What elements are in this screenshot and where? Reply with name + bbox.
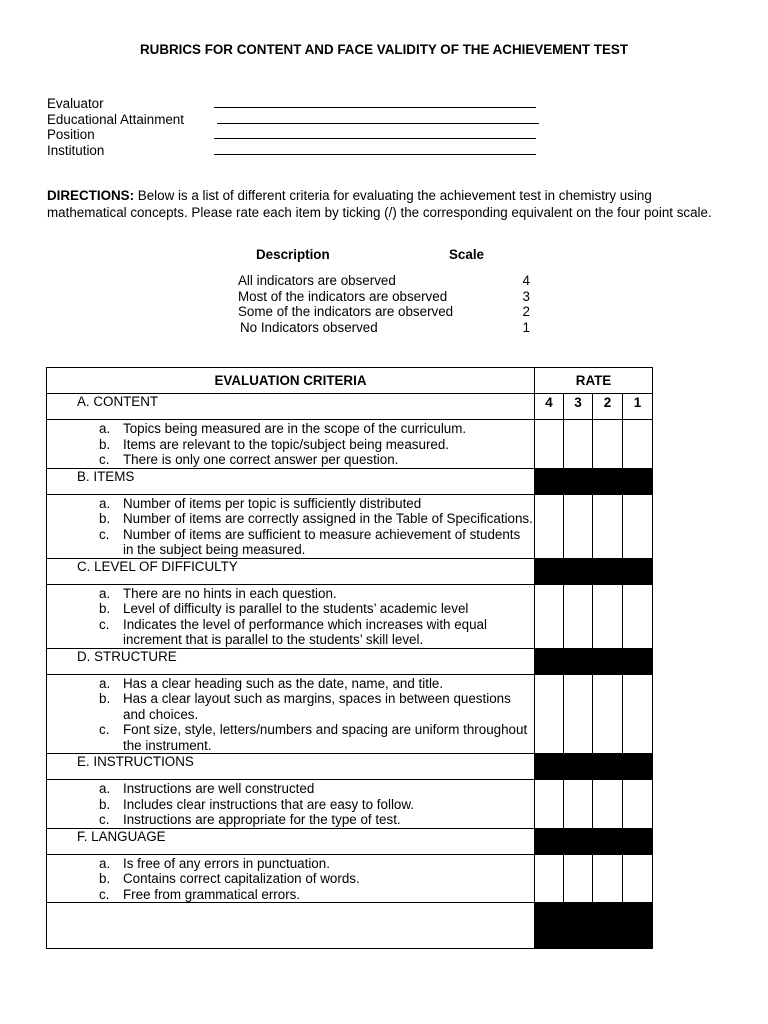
scale-row xyxy=(238,289,530,305)
criteria-items xyxy=(47,780,535,829)
position-label: Position xyxy=(47,127,95,142)
item-text: Topics being measured are in the scope of the curriculum. xyxy=(123,421,467,436)
criteria-item xyxy=(99,722,534,753)
rating-checkbox-cell[interactable] xyxy=(564,420,593,469)
scale-value: 1 xyxy=(522,320,530,335)
criteria-item xyxy=(99,691,534,722)
item-text: Number of items are sufficient to measure achievement of students in the subject being measured. xyxy=(123,526,521,557)
scale-value-header: Scale xyxy=(449,247,484,262)
rating-checkbox-cell[interactable] xyxy=(623,674,653,754)
rating-checkbox-cell[interactable] xyxy=(593,674,623,754)
criteria-item xyxy=(99,887,534,903)
item-text: Font size, style, letters/numbers and spacing are uniform throughout the instrument. xyxy=(123,722,528,753)
rate-column-header: 4 xyxy=(535,394,564,420)
item-text: Free from grammatical errors. xyxy=(123,886,301,902)
item-text: There is only one correct answer per question. xyxy=(123,452,399,467)
item-marker: b. xyxy=(99,436,111,452)
section-items-row xyxy=(47,584,653,648)
item-marker: a. xyxy=(99,675,111,691)
section-items-row xyxy=(47,780,653,829)
scale-value: 3 xyxy=(522,288,530,304)
criteria-item xyxy=(99,421,534,437)
criteria-items xyxy=(47,674,535,754)
item-text: Instructions are well constructed xyxy=(123,781,315,796)
shaded-rate-cell xyxy=(535,828,564,854)
shaded-rate-cell xyxy=(564,754,653,780)
criteria-items xyxy=(47,854,535,903)
educational-attainment-blank-line[interactable] xyxy=(217,123,539,124)
scale-value: 2 xyxy=(522,304,530,319)
scale-row xyxy=(240,320,530,336)
rating-checkbox-cell[interactable] xyxy=(564,780,593,829)
criteria-item xyxy=(99,511,534,527)
criteria-item xyxy=(99,781,534,797)
rating-checkbox-cell[interactable] xyxy=(564,854,593,903)
item-text: Has a clear layout such as margins, spaces in between questions and choices. xyxy=(123,691,511,722)
item-marker: c. xyxy=(99,812,110,827)
criteria-item xyxy=(99,871,534,887)
criteria-item xyxy=(99,586,534,602)
item-marker: b. xyxy=(99,796,111,812)
rating-checkbox-cell[interactable] xyxy=(623,420,653,469)
section-title: C. LEVEL OF DIFFICULTY xyxy=(47,558,535,584)
item-text: There are no hints in each question. xyxy=(123,585,337,601)
rating-checkbox-cell[interactable] xyxy=(535,420,564,469)
section-items-row xyxy=(47,674,653,754)
document-title: RUBRICS FOR CONTENT AND FACE VALIDITY OF THE ACHIEVEMENT TEST xyxy=(139,42,629,57)
rating-checkbox-cell[interactable] xyxy=(564,584,593,648)
institution-blank-line[interactable] xyxy=(214,154,536,155)
section-header-row xyxy=(47,754,653,780)
evaluator-label: Evaluator xyxy=(47,96,104,111)
table-header-row xyxy=(47,368,653,394)
scale-description-header: Description xyxy=(256,247,330,262)
rating-checkbox-cell[interactable] xyxy=(535,584,564,648)
criteria-item xyxy=(99,617,534,648)
rating-checkbox-cell[interactable] xyxy=(593,780,623,829)
item-marker: b. xyxy=(99,691,111,706)
shaded-rate-cell xyxy=(535,648,564,674)
shaded-rate-cell xyxy=(564,558,653,584)
rating-checkbox-cell[interactable] xyxy=(623,780,653,829)
scale-description: Most of the indicators are observed xyxy=(238,288,448,304)
criteria-item xyxy=(99,812,534,828)
rating-checkbox-cell[interactable] xyxy=(564,674,593,754)
criteria-item xyxy=(99,527,534,558)
scale-description: No Indicators observed xyxy=(240,320,378,335)
item-marker: b. xyxy=(99,601,111,616)
item-marker: a. xyxy=(99,855,111,871)
section-header-row xyxy=(47,648,653,674)
section-header-row xyxy=(47,558,653,584)
item-marker: c. xyxy=(99,526,110,542)
item-text: Has a clear heading such as the date, name, and title. xyxy=(123,675,444,691)
evaluator-blank-line[interactable] xyxy=(214,107,536,108)
criteria-item xyxy=(99,496,534,512)
rating-checkbox-cell[interactable] xyxy=(593,494,623,558)
rating-checkbox-cell[interactable] xyxy=(593,584,623,648)
criteria-item xyxy=(99,676,534,692)
section-header-row xyxy=(47,468,653,494)
rating-checkbox-cell[interactable] xyxy=(623,584,653,648)
scale-description: All indicators are observed xyxy=(238,273,396,288)
shaded-rate-cell xyxy=(535,558,564,584)
criteria-item xyxy=(99,856,534,872)
rating-checkbox-cell[interactable] xyxy=(623,854,653,903)
item-marker: c. xyxy=(99,452,110,467)
blank-criteria-cell xyxy=(47,903,535,949)
scale-row xyxy=(238,273,530,289)
section-header-row xyxy=(47,828,653,854)
rating-checkbox-cell[interactable] xyxy=(535,780,564,829)
educational-attainment-label: Educational Attainment xyxy=(47,111,184,127)
item-text: Instructions are appropriate for the type of test. xyxy=(123,812,401,827)
criteria-item xyxy=(99,452,534,468)
criteria-items xyxy=(47,584,535,648)
scale-value: 4 xyxy=(522,273,530,288)
section-header-row xyxy=(47,394,653,420)
shaded-rate-cell xyxy=(535,754,564,780)
criteria-items xyxy=(47,420,535,469)
position-blank-line[interactable] xyxy=(214,138,536,139)
section-title: E. INSTRUCTIONS xyxy=(47,754,535,780)
section-items-row xyxy=(47,420,653,469)
criteria-items xyxy=(47,494,535,558)
item-text: Indicates the level of performance which increases with equal increment that is parallel to the students’ skill level. xyxy=(123,616,487,647)
item-marker: a. xyxy=(99,585,111,601)
shaded-rate-cell xyxy=(564,903,653,949)
rating-checkbox-cell[interactable] xyxy=(535,674,564,754)
rate-column-header: 1 xyxy=(623,394,653,420)
criteria-header: EVALUATION CRITERIA xyxy=(47,368,535,394)
rating-checkbox-cell[interactable] xyxy=(564,494,593,558)
item-text: Level of difficulty is parallel to the students’ academic level xyxy=(123,601,469,616)
item-text: Number of items are correctly assigned in the Table of Specifications. xyxy=(123,511,533,526)
section-items-row xyxy=(47,854,653,903)
item-marker: b. xyxy=(99,511,111,526)
shaded-rate-cell xyxy=(564,648,653,674)
section-title: F. LANGUAGE xyxy=(47,828,535,854)
item-text: Contains correct capitalization of words. xyxy=(123,871,360,886)
criteria-item xyxy=(99,437,534,453)
item-marker: c. xyxy=(99,616,110,632)
rating-checkbox-cell[interactable] xyxy=(593,854,623,903)
item-text: Items are relevant to the topic/subject being measured. xyxy=(123,436,450,452)
section-title: A. CONTENT xyxy=(47,394,535,420)
criteria-item xyxy=(99,601,534,617)
directions-label: DIRECTIONS: xyxy=(47,188,135,203)
criteria-item xyxy=(99,797,534,813)
rate-column-header: 2 xyxy=(593,394,623,420)
institution-label: Institution xyxy=(47,142,105,158)
shaded-rate-cell xyxy=(564,828,653,854)
item-marker: b. xyxy=(99,871,111,886)
item-marker: a. xyxy=(99,781,111,796)
evaluation-criteria-table xyxy=(46,367,653,949)
shaded-rate-cell xyxy=(535,468,564,494)
shaded-rate-cell xyxy=(535,903,564,949)
rate-header: RATE xyxy=(535,368,653,394)
rating-checkbox-cell[interactable] xyxy=(535,854,564,903)
scale-description: Some of the indicators are observed xyxy=(238,304,454,319)
section-items-row xyxy=(47,494,653,558)
section-title: B. ITEMS xyxy=(47,468,535,494)
rate-column-header: 3 xyxy=(564,394,593,420)
item-text: Includes clear instructions that are easy to follow. xyxy=(123,796,415,812)
item-marker: a. xyxy=(99,421,111,436)
item-text: Number of items per topic is sufficiently distributed xyxy=(123,495,422,511)
shaded-rate-cell xyxy=(564,468,653,494)
item-marker: a. xyxy=(99,495,111,511)
section-title: D. STRUCTURE xyxy=(47,648,535,674)
item-text: Is free of any errors in punctuation. xyxy=(123,855,330,871)
rating-checkbox-cell[interactable] xyxy=(593,420,623,469)
scale-row xyxy=(238,304,530,320)
rating-checkbox-cell[interactable] xyxy=(535,494,564,558)
directions-paragraph xyxy=(47,188,727,221)
rating-checkbox-cell[interactable] xyxy=(623,494,653,558)
item-marker: c. xyxy=(99,886,110,902)
item-marker: c. xyxy=(99,722,110,737)
directions-text: Below is a list of different criteria for evaluating the achievement test in chemistry using mathematical concepts. Please rate each item by ticking (/) the corresponding equivalent on the four point scale. xyxy=(47,188,712,220)
blank-final-row xyxy=(47,903,653,949)
